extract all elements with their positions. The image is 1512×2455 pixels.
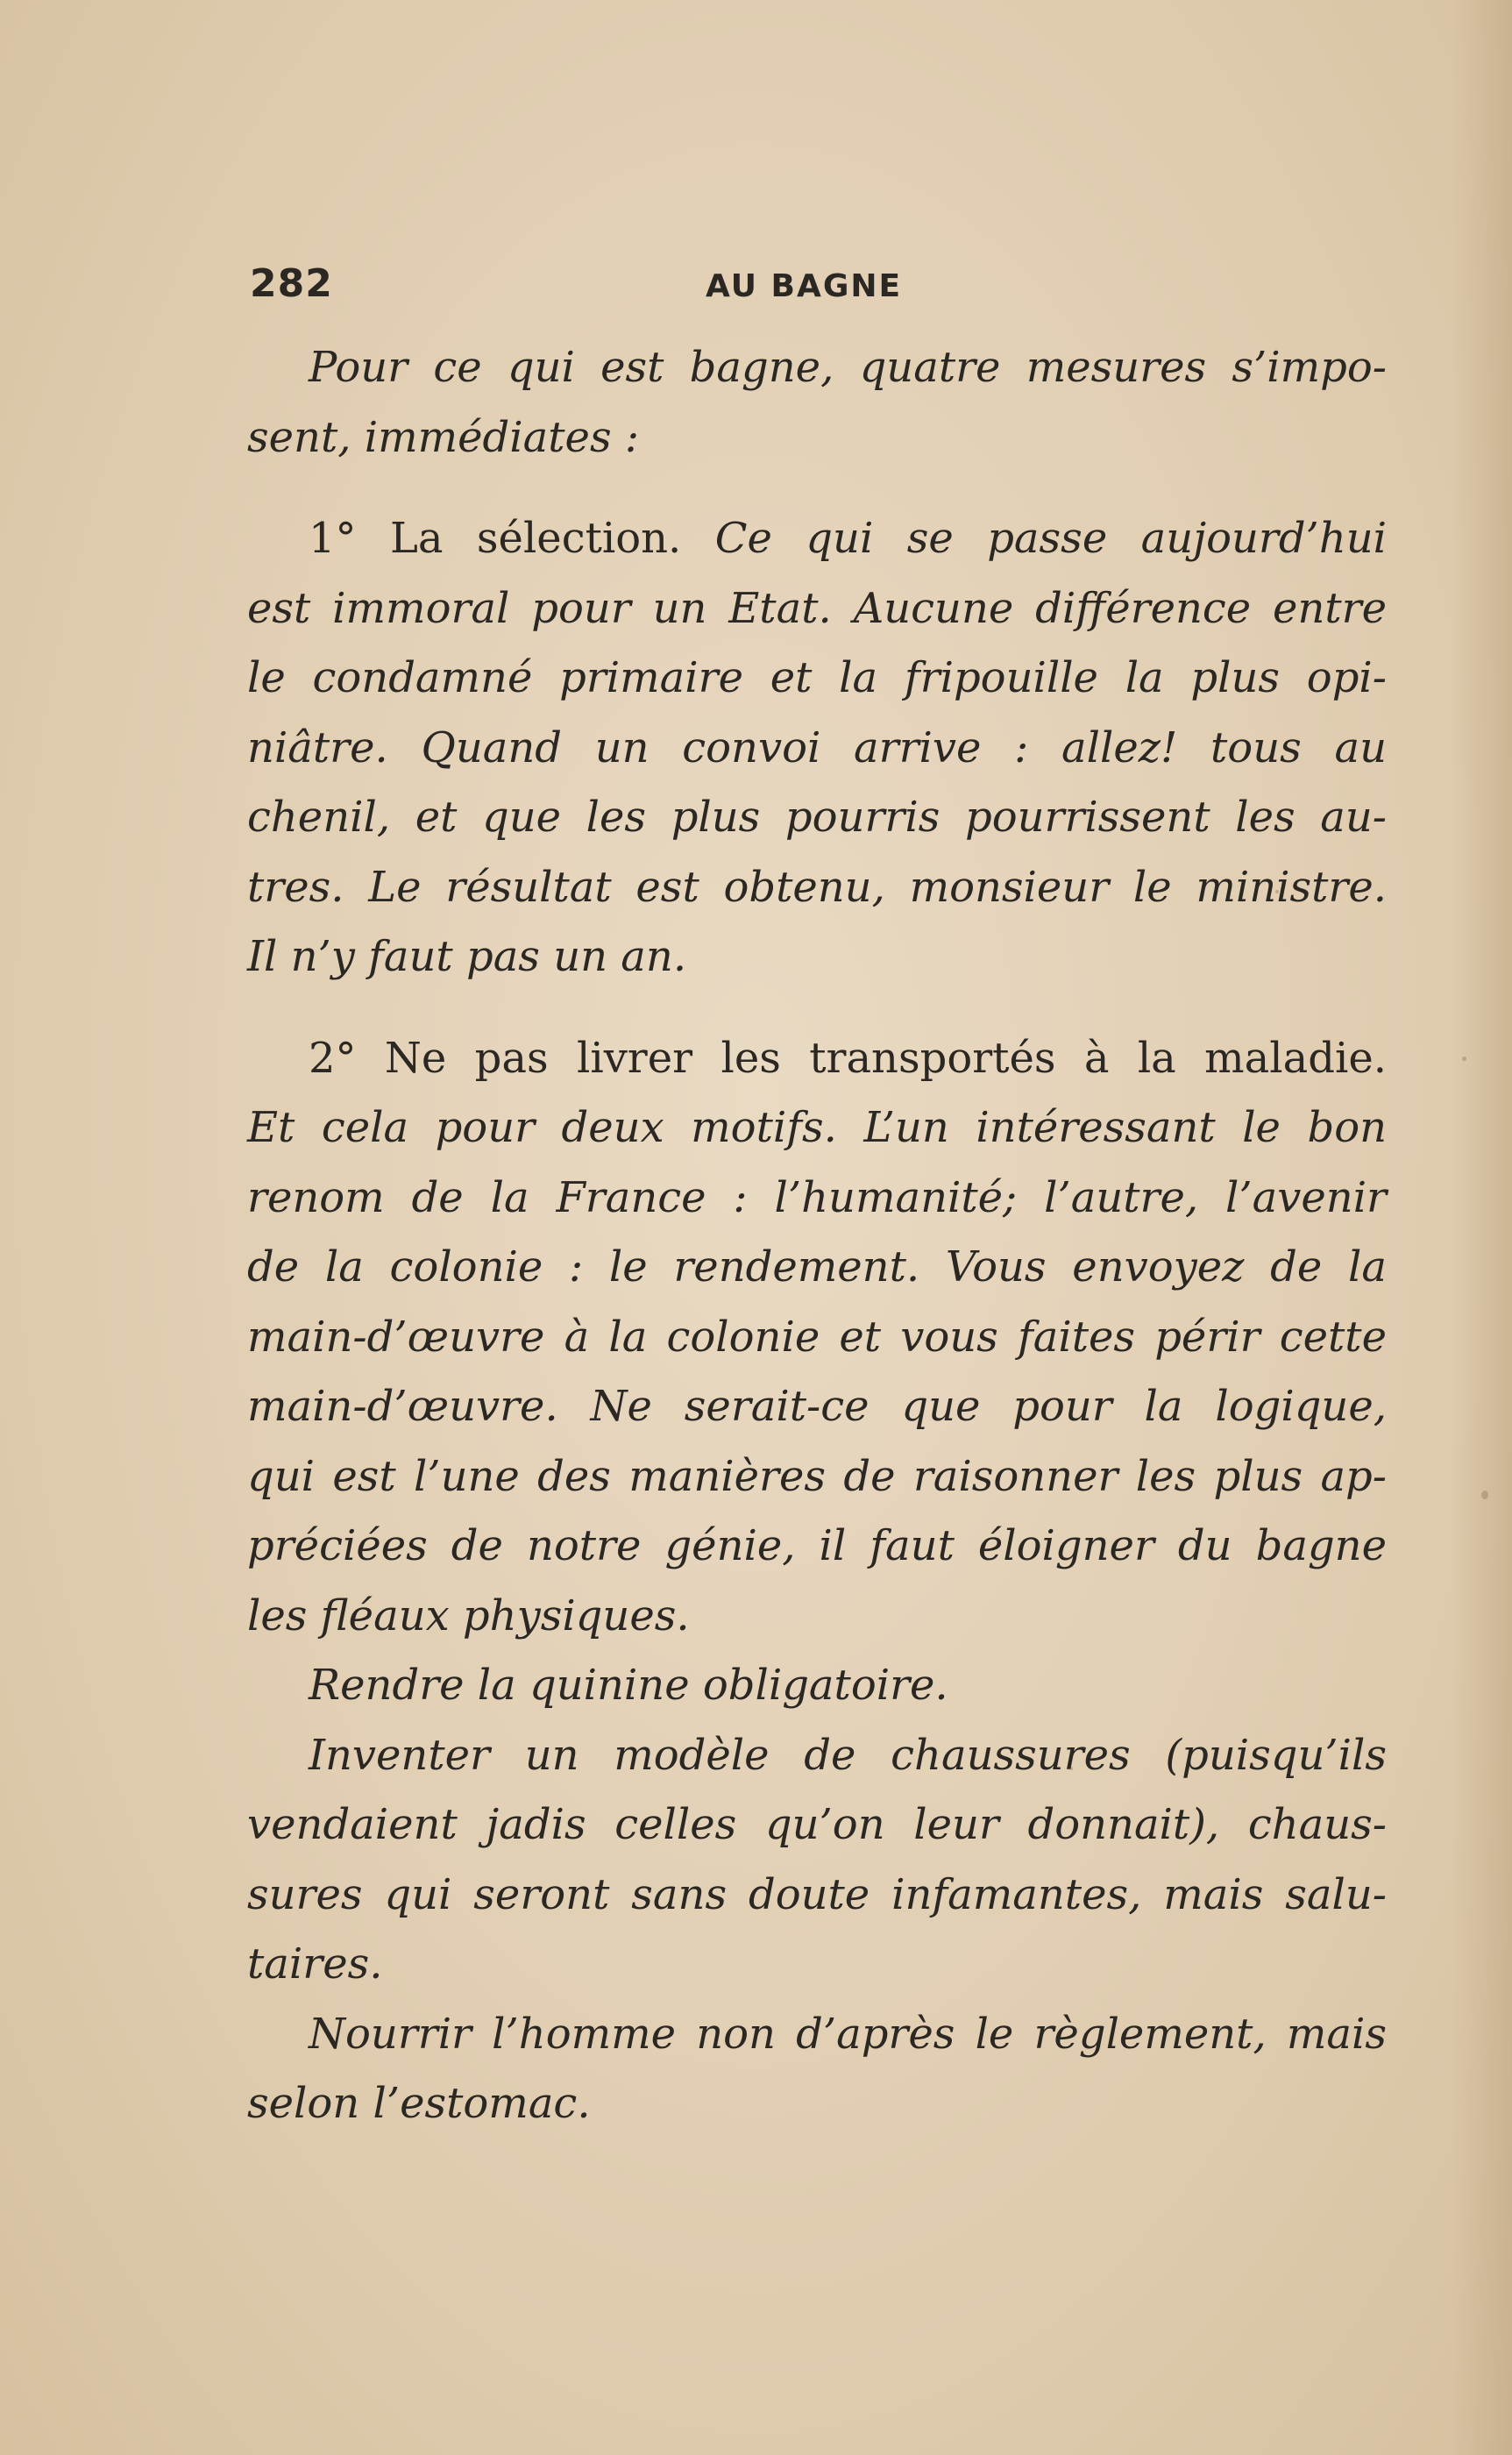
paper-speck	[1481, 1491, 1488, 1499]
page-text	[247, 333, 1387, 2139]
text-line: préciées de notre génie, il faut éloigner du bagne	[247, 1521, 1387, 1570]
text-line: qui est l’une des manières de raisonner les plus ap-	[247, 1451, 1387, 1501]
text-line: sent, immédiates :	[247, 412, 639, 462]
section-marker-text: 1° La sélection.	[309, 514, 682, 563]
text-line	[247, 504, 1387, 574]
text-line: main-d’œuvre. Ne serait-ce que pour la logique,	[247, 1382, 1387, 1431]
text-line: taires.	[247, 1939, 383, 1989]
text-line: Pour ce qui est bagne, quatre mesures s’impo-	[309, 343, 1387, 392]
text-line: main-d’œuvre à la colonie et vous faites périr cette	[247, 1312, 1387, 1362]
text-line: selon l’estomac.	[247, 2079, 591, 2128]
text-span: Ce qui se passe aujourd’hui	[681, 514, 1387, 563]
text-line: 2° Ne pas livrer les transportés à la maladie.	[309, 1033, 1387, 1083]
text-line: le condamné primaire et la fripouille la plus opi-	[247, 653, 1387, 702]
page-header	[250, 261, 1389, 323]
text-line: sures qui seront sans doute infamantes, mais salu-	[247, 1869, 1387, 1919]
text-line: Et cela pour deux motifs. L’un intéressant le bon	[247, 1103, 1387, 1152]
text-line: Il n’y faut pas un an.	[247, 932, 687, 981]
text-line: chenil, et que les plus pourris pourrissent les au-	[247, 793, 1387, 842]
text-line: Rendre la quinine obligatoire.	[309, 1661, 948, 1710]
page-edge-shading	[1451, 0, 1512, 2455]
text-line: Inventer un modèle de chaussures (puisqu’ils	[309, 1730, 1387, 1780]
page-number: 282	[250, 261, 333, 306]
text-line: renom de la France : l’humanité; l’autre, l’avenir	[247, 1172, 1387, 1222]
text-line: les fléaux physiques.	[247, 1590, 690, 1640]
text-line: tres. Le résultat est obtenu, monsieur le ministre.	[247, 862, 1387, 912]
paper-speck	[1462, 1057, 1466, 1061]
text-line: Nourrir l’homme non d’après le règlement, mais	[309, 2009, 1387, 2059]
text-line: est immoral pour un Etat. Aucune différence entre	[247, 583, 1387, 633]
text-line: vendaient jadis celles qu’on leur donnait), chaus-	[247, 1800, 1387, 1849]
text-line: niâtre. Quand un convoi arrive : allez! tous au	[247, 722, 1387, 772]
text-line: de la colonie : le rendement. Vous envoyez de la	[247, 1242, 1387, 1292]
running-head: AU BAGNE	[706, 268, 903, 304]
